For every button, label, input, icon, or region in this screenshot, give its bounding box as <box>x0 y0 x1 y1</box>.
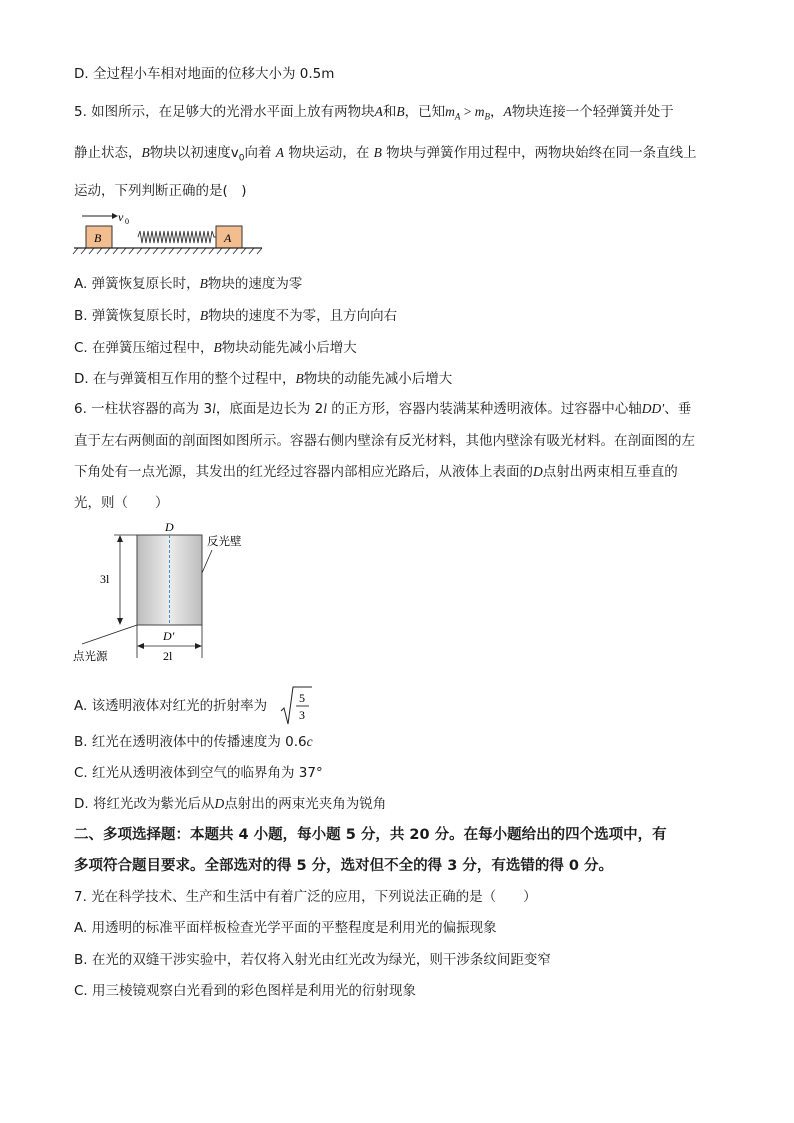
q6-stem-line4: 光，则（ ） <box>74 495 169 511</box>
q6-stem-line1: 6. 一柱状容器的高为 3l，底面是边长为 2l 的正方形，容器内装满某种透明液体。过容器中心轴DD′、垂 <box>74 401 692 417</box>
velocity-label: v <box>118 210 124 224</box>
section2-heading-line2: 多项符合题目要求。全部选对的得 5 分，选对但不全的得 3 分，有选错的得 0 分。 <box>74 858 614 874</box>
q6-option-b: B. 红光在透明液体中的传播速度为 0.6c <box>74 734 313 750</box>
label-d-top: D <box>165 520 174 534</box>
q6-stem-line3: 下角处有一点光源，其发出的红光经过容器内部相应光路后，从液体上表面的D点射出两束相互垂直的 <box>74 464 678 480</box>
spring <box>138 231 216 243</box>
ground-hatch <box>73 248 262 254</box>
q4-option-d: D. 全过程小车相对地面的位移大小为 0.5m <box>74 66 335 82</box>
reflective-wall-label: 反光壁 <box>207 534 242 548</box>
q6-option-d: D. 将红光改为紫光后从D点射出的两束光夹角为锐角 <box>74 796 387 812</box>
source-pointer <box>82 625 137 644</box>
velocity-subscript: 0 <box>125 217 129 226</box>
q7-option-c: C. 用三棱镜观察白光看到的彩色图样是利用光的衍射现象 <box>74 983 417 999</box>
q5-stem-line2: 静止状态，B物块以初速度$v_0$向着 A 物块运动，在 B 物块与弹簧作用过程中，两物块始终在同一条直线上 <box>74 145 697 164</box>
q5-figure <box>72 208 267 256</box>
label-point-source: 点光源 <box>73 649 108 663</box>
label-3l: 3l <box>100 572 110 586</box>
svg-text:5: 5 <box>299 691 306 705</box>
q6-stem-line2: 直于左右两侧面的剖面图如图所示。容器右侧内壁涂有反光材料，其他内壁涂有吸光材料。在剖面图的左 <box>74 433 695 449</box>
label-d-prime: D′ <box>163 629 175 643</box>
q5-option-c: C. 在弹簧压缩过程中，B物块动能先减小后增大 <box>74 340 357 356</box>
q6-option-a: A. 该透明液体对红光的折射率为 5 3 <box>74 684 313 728</box>
height-arrow-up <box>117 535 123 542</box>
block-b-label: B <box>94 231 102 245</box>
width-arrow-right <box>195 643 202 649</box>
q5-option-d: D. 在与弹簧相互作用的整个过程中，B物块的动能先减小后增大 <box>74 371 453 387</box>
sqrt-fraction <box>279 684 313 728</box>
section2-heading-line1: 二、多项选择题：本题共 4 小题，每小题 5 分，共 20 分。在每小题给出的四个选项中，有 <box>74 827 667 843</box>
q7-option-b: B. 在光的双缝干涉实验中，若仅将入射光由红光改为绿光，则干涉条纹间距变窄 <box>74 952 551 968</box>
block-a-label: A <box>224 231 232 245</box>
q7-option-a: A. 用透明的标准平面样板检查光学平面的平整程度是利用光的偏振现象 <box>74 920 497 936</box>
q6-figure <box>70 518 260 666</box>
q6-option-c: C. 红光从透明液体到空气的临界角为 37° <box>74 765 323 781</box>
q5-stem-line3: 运动，下列判断正确的是( ) <box>74 183 247 199</box>
q5-option-a: A. 弹簧恢复原长时，B物块的速度为零 <box>74 276 303 292</box>
label-2l: 2l <box>163 649 173 663</box>
q5-stem-line1: 5. 如图所示，在足够大的光滑水平面上放有两物块A和B，已知$m_A > m_B$，A物块连接一个轻弹簧并处于 <box>74 104 674 122</box>
svg-text:3: 3 <box>299 708 306 722</box>
reflective-wall-pointer <box>202 550 212 573</box>
q7-stem: 7. 光在科学技术、生产和生活中有着广泛的应用，下列说法正确的是（ ） <box>74 889 537 905</box>
width-arrow-left <box>137 643 144 649</box>
height-arrow-down <box>117 618 123 625</box>
q5-option-b: B. 弹簧恢复原长时，B物块的速度不为零，且方向向右 <box>74 308 398 324</box>
